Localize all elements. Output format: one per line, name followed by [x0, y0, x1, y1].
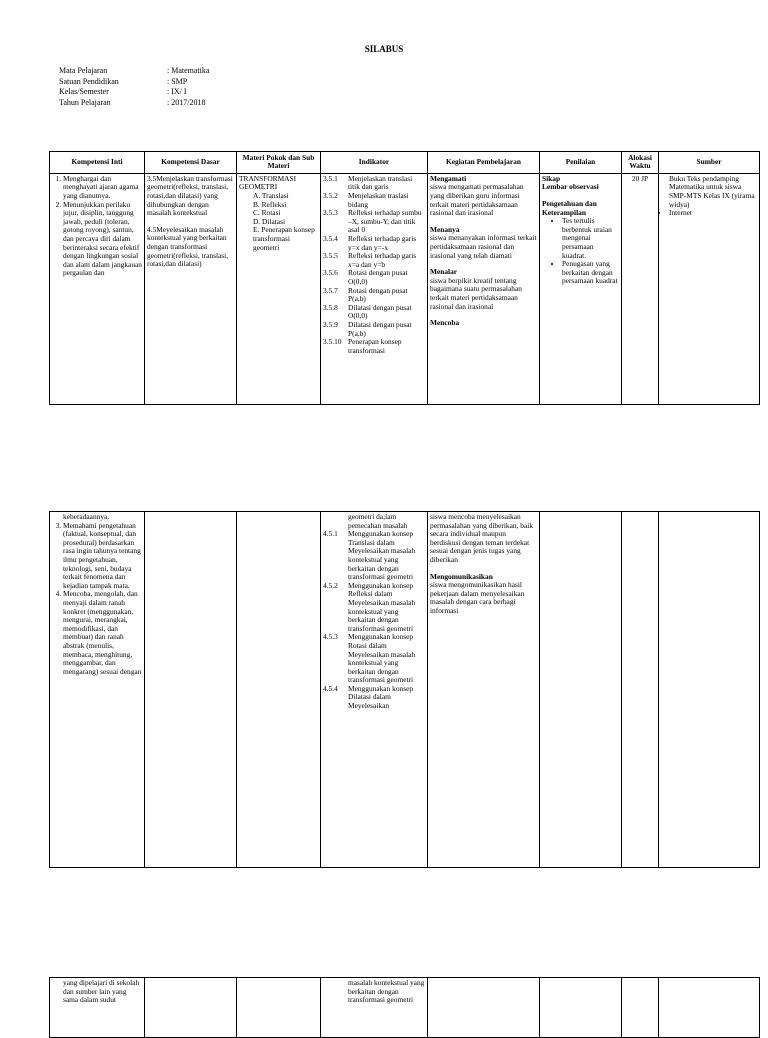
content-row: [50, 173, 760, 404]
indikator-number: 4.5.2: [323, 580, 338, 590]
syllabus-table-page-2: [49, 511, 760, 868]
ki-item: 2. Menunjukkan perilaku jujur, disiplin, tanggung jawab, peduli (toleran, gotong royong), santun, dan percaya diri dalam berinteraksi secara efektif dengan lingkungan sosial dan alam dalam jangkauan pergaulan dan: [63, 201, 142, 278]
indikator-text: Penerapan konsep transformasi: [348, 337, 402, 355]
header-alokasi-waktu: Alokasi Waktu: [622, 152, 659, 174]
header-sumber: Sumber: [659, 152, 760, 174]
indikator-item: [323, 338, 425, 355]
kegiatan-text: siswa menanyakan informasi terkait pertidaksamaan rasional dan irasional yang telah diamati: [430, 233, 537, 260]
indikator-text: Menjelaskan translasi titik dan garis: [348, 173, 413, 192]
materi-item: E. Penerapan konsep transformasi geometri: [253, 225, 315, 252]
ki-item: 4. Mencoba, mengolah, dan menyaji dalam ranah konkret (menggunakan, mengurai, merangkai, memodifikasi, dan membuat) dan ranah abstrak (menulis, membaca, menghitung, menggambar, dan mengarang) sesuai dengan: [63, 590, 142, 676]
indikator-text: Rotasi dengan pusat O(0,0): [348, 268, 408, 286]
indikator-text: Menggunakan konsep Refleksi dalam Meyelesaikan masalah kontekstual yang berkaitan dengan transformasi geometri: [348, 580, 416, 633]
penilaian-heading: Lembar observasi: [542, 182, 599, 192]
info-label: Kelas/Semester: [59, 87, 109, 96]
alokasi-cell: [622, 978, 659, 1038]
penilaian-item: • Tes tertulis berbentuk uraian mengenai persamaan kuadrat.: [562, 217, 619, 260]
ki-continuation: yang dipelajari di sekolah dan sumber lain yang sama dalam sudut: [63, 978, 140, 1005]
indikator-number: 3.5.9: [323, 319, 338, 329]
info-value: : Matematika: [167, 66, 210, 75]
indikator-item: [323, 269, 425, 286]
alokasi-cell: [622, 173, 659, 404]
sumber-item: Buku Teks pendamping Matematika untuk siswa SMP-MTS Kelas IX (yirama widya): [669, 173, 755, 209]
ki-item: 1. Menghargai dan menghayati ajaran agama yang dianutnya.: [63, 175, 142, 201]
sumber-cell: [659, 978, 760, 1038]
indikator-number: 3.5.3: [323, 208, 338, 218]
indikator-number: 3.5.5: [323, 251, 338, 261]
indikator-text: Refleksi terhadap sumbu –X, sumbu-Y, dan titik asal 0: [348, 208, 422, 235]
indikator-number: 4.5.1: [323, 529, 338, 539]
indikator-text: Menggunakan konsep Rotasi dalam Meyelesaikan masalah kontekstual yang berkaitan dengan transformasi geometri: [348, 632, 416, 685]
header-kompetensi-inti: Kompetensi Inti: [50, 152, 145, 174]
materi-item: A. Translasi: [253, 191, 289, 200]
kompetensi-dasar-cell: [145, 512, 237, 868]
kegiatan-heading: Menalar: [430, 267, 458, 277]
indikator-item: [323, 304, 425, 321]
indikator-cell: [321, 978, 428, 1038]
kegiatan-continuation: siswa mencoba menyelesaikan permasalahan yang diberikan, baik secara individual maupun berdiskusi dengan teman terdekat sesuai dengan jenis tugas yang diberikan: [430, 512, 534, 564]
content-row: [50, 978, 760, 1038]
indikator-continuation: geometri da;lam pemecahan masalah: [348, 512, 408, 530]
document-title: SILABUS: [364, 44, 404, 54]
indikator-cell: [321, 173, 428, 404]
kd-item: 4.5Meyelesaikan masalah kontekstual yang berkaitan dengan transformasi geometri(refleksi, translasi, rotasi,dan dilatasi): [147, 224, 229, 269]
header-indikator: Indikator: [321, 152, 428, 174]
materi-cell: [237, 978, 321, 1038]
kegiatan-heading: Menanya: [430, 224, 460, 234]
header-kompetensi-dasar: Kompetensi Dasar: [145, 152, 237, 174]
kegiatan-heading: Mengamati: [430, 173, 467, 183]
indikator-continuation: masalah kontekstual yang berkaitan dengan transformasi geometri: [348, 978, 425, 1005]
indikator-item: [323, 530, 425, 582]
syllabus-table-page-3: [49, 977, 760, 1038]
indikator-item: [323, 175, 425, 192]
header-penilaian: Penilaian: [540, 152, 622, 174]
syllabus-table-page-1: [49, 151, 760, 405]
kompetensi-inti-cell: [50, 978, 145, 1038]
alokasi-value: 20 JP: [631, 173, 649, 183]
indikator-text: Dilatasi dengan pusat O(0,0): [348, 302, 412, 321]
kd-item: 3.5Menjelaskan transformasi geometri(refleksi, translasi, rotasi,dan dilatasi) yang dihubungkan dengan masalah kontekstual: [147, 173, 233, 218]
materi-item: B. Refleksi: [253, 199, 287, 209]
indikator-text: Refleksi terhadap garis y=x dan y=-x: [348, 233, 417, 252]
info-label: Satuan Pendidikan: [59, 76, 119, 86]
indikator-item: [323, 235, 425, 252]
sumber-cell: [659, 173, 760, 404]
kegiatan-cell: [428, 978, 540, 1038]
indikator-number: 3.5.8: [323, 302, 338, 312]
indikator-item: [323, 685, 425, 711]
info-row: [59, 66, 209, 77]
sumber-item: • Internet: [669, 209, 757, 218]
kegiatan-text: siswa mengomunikasikan hasil pekerjaan dalam menyelesaikan masalah dengan cara berbagi informasi: [430, 580, 525, 615]
info-row: [59, 98, 209, 109]
indikator-text: Menggunakan konsep Translasi dalam Meyelesaikan masalah kontekstual yang berkaitan dengan transformasi geometri: [348, 529, 416, 582]
penilaian-cell: [540, 173, 622, 404]
indikator-number: 3.5.1: [323, 173, 338, 183]
ki-item: 3. Memahami pengetahuan (faktual, konseptual, dan prosedural) berdasarkan rasa ingin tahunya tentang ilmu pengetahuan, teknologi, seni, budaya terkait fenomena dan kejadian tampak mata.: [63, 522, 142, 591]
kegiatan-heading: Mengomunikasikan: [430, 571, 493, 581]
indikator-number: 3.5.10: [323, 337, 342, 347]
info-row: [59, 87, 209, 98]
course-info: [59, 66, 209, 108]
indikator-item: [323, 209, 425, 235]
header-materi-pokok: Materi Pokok dan Sub Materi: [237, 152, 321, 174]
indikator-text: Refleksi terhadap garis x=a dan y=b: [348, 251, 417, 269]
info-row: [59, 77, 209, 88]
indikator-number: 4.5.4: [323, 683, 338, 693]
kegiatan-cell: [428, 173, 540, 404]
indikator-item: [323, 633, 425, 685]
kompetensi-inti-cell: [50, 512, 145, 868]
penilaian-heading: Pengetahuan dan Keterampilan: [542, 199, 597, 217]
alokasi-cell: [622, 512, 659, 868]
materi-item: D. Dilatasi: [253, 216, 286, 226]
penilaian-heading: Sikap: [542, 173, 561, 183]
info-value: : 2017/2018: [167, 97, 206, 107]
materi-title: TRANSFORMASI GEOMETRI: [239, 173, 297, 192]
materi-cell: [237, 512, 321, 868]
indikator-number: 3.5.4: [323, 233, 338, 243]
penilaian-item: • Penugasan yang berkaitan dengan persamaan kuadrat: [562, 260, 619, 286]
kegiatan-cell: [428, 512, 540, 868]
indikator-text: Menjelaskan traslasi bidang: [348, 191, 409, 209]
indikator-number: 4.5.3: [323, 632, 338, 642]
indikator-number: 3.5.7: [323, 285, 338, 295]
content-row: [50, 512, 760, 868]
kompetensi-inti-cell: [50, 173, 145, 404]
info-label: Mata Pelajaran: [59, 66, 108, 75]
penilaian-cell: [540, 978, 622, 1038]
indikator-item: [323, 252, 425, 269]
ki-continuation: keberadaannya.: [63, 512, 110, 521]
kegiatan-text: siswa berpikir kreatif tentang bagaimana suatu permasalahan terkait materi pertidaksamaan rasional dan irasional: [430, 275, 522, 311]
indikator-item: [323, 287, 425, 304]
indikator-cell: [321, 512, 428, 868]
penilaian-cell: [540, 512, 622, 868]
info-value: : IX/ I: [167, 87, 187, 96]
indikator-text: Dilatasi dengan pusat P(a,b): [348, 319, 412, 338]
indikator-number: 3.5.6: [323, 268, 338, 278]
header-row: [50, 152, 760, 174]
kegiatan-heading: Mencoba: [430, 318, 460, 328]
kompetensi-dasar-cell: [145, 978, 237, 1038]
materi-item: C. Rotasi: [253, 208, 281, 218]
kompetensi-dasar-cell: [145, 173, 237, 404]
info-value: : SMP: [167, 76, 188, 86]
indikator-item: [323, 582, 425, 634]
kegiatan-text: siswa mengamati permasalahan yang diberikan guru informasi terkait materi pertidaksamaan rasional dan irasional: [430, 182, 524, 218]
header-kegiatan: Kegiatan Pembelajaran: [428, 152, 540, 174]
indikator-item: [323, 321, 425, 338]
materi-cell: [237, 173, 321, 404]
indikator-item: [323, 192, 425, 209]
indikator-number: 3.5.2: [323, 191, 338, 200]
indikator-text: Rotasi dengan pusat P(a,b): [348, 285, 408, 304]
indikator-text: Menggunakan konsep Dilatasi dalam Meyelesaikan: [348, 683, 414, 711]
info-label: Tahun Pelajaran: [59, 97, 111, 107]
sumber-cell: [659, 512, 760, 868]
